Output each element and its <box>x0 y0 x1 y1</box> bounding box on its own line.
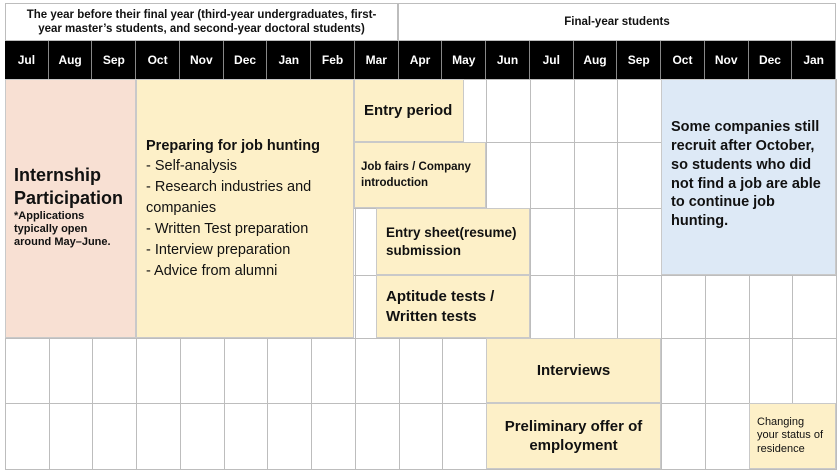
grid-cell <box>5 403 50 470</box>
grid-cell <box>574 275 619 339</box>
preparing-item: - Research industries and companies <box>146 178 312 216</box>
grid-cell <box>792 338 837 404</box>
entry-period-label: Entry period <box>364 101 453 119</box>
entry-sheet-label: Entry sheet(resume) submission <box>386 224 517 258</box>
preparing-block <box>136 79 354 338</box>
job-fairs-label: Job fairs / Company introduction <box>361 160 471 189</box>
grid-cell <box>749 338 794 404</box>
grid-cell <box>49 338 94 404</box>
grid-cell <box>749 275 794 339</box>
internship-title: Internship Participation <box>14 165 124 208</box>
grid-cell <box>574 142 619 209</box>
preparing-item: - Advice from alumni <box>146 262 278 279</box>
month-header: Oct <box>661 41 705 79</box>
month-header: Aug <box>49 41 93 79</box>
grid-cell <box>311 403 356 470</box>
month-header: May <box>442 41 486 79</box>
preparing-item: - Written Test preparation <box>146 220 309 237</box>
grid-cell <box>486 79 531 143</box>
later-recruitment-block <box>661 79 836 275</box>
offer-block <box>486 403 661 469</box>
interviews-block <box>486 338 661 403</box>
grid-cell <box>574 79 619 143</box>
later-recruitment-label: Some companies still recruit after October, so students who did not find a job are able to continue job hunting. <box>671 119 821 230</box>
month-header: Aug <box>574 41 618 79</box>
month-header: Jul <box>530 41 574 79</box>
grid-cell <box>5 338 50 404</box>
grid-cell <box>92 403 137 470</box>
preparing-item: - Interview preparation <box>146 241 291 258</box>
grid-cell <box>311 338 356 404</box>
grid-cell <box>661 275 706 339</box>
offer-label: Preliminary offer of employment <box>504 417 643 454</box>
grid-cell <box>442 403 487 470</box>
grid-cell <box>180 338 225 404</box>
internship-note: *Applications typically open around May–June. <box>14 210 111 249</box>
grid-cell <box>530 275 575 339</box>
preparing-title: Preparing for job hunting <box>146 138 320 154</box>
grid-cell <box>399 338 444 404</box>
grid-cell <box>661 338 706 404</box>
grid-cell <box>705 338 750 404</box>
header-final-year: Final-year students <box>398 3 836 41</box>
grid-cell <box>442 338 487 404</box>
month-header: Apr <box>399 41 443 79</box>
month-header: Dec <box>749 41 793 79</box>
grid-cell <box>49 403 94 470</box>
grid-cell <box>705 403 750 470</box>
grid-cell <box>792 275 837 339</box>
grid-cell <box>355 403 400 470</box>
grid-cell <box>530 142 575 209</box>
grid-cell <box>574 208 619 276</box>
month-header: Sep <box>617 41 661 79</box>
month-header: Dec <box>224 41 268 79</box>
grid-cell <box>617 275 662 339</box>
grid-cell <box>705 275 750 339</box>
grid-cell <box>399 403 444 470</box>
grid-cell <box>355 338 400 404</box>
job-fairs-block <box>354 142 486 208</box>
month-header: Sep <box>92 41 136 79</box>
month-header: Jan <box>267 41 311 79</box>
grid-cell <box>267 338 312 404</box>
aptitude-block <box>376 275 530 338</box>
month-header: Jun <box>486 41 530 79</box>
month-header: Nov <box>705 41 749 79</box>
month-header: Jan <box>792 41 836 79</box>
grid-cell <box>486 142 531 209</box>
aptitude-label: Aptitude tests / Written tests <box>386 288 495 325</box>
month-header: Nov <box>180 41 224 79</box>
internship-block <box>5 79 136 338</box>
grid-cell <box>617 142 662 209</box>
grid-cell <box>92 338 137 404</box>
grid-cell <box>136 403 181 470</box>
preparing-item: - Self-analysis <box>146 157 238 174</box>
grid-cell <box>224 403 269 470</box>
grid-cell <box>617 79 662 143</box>
grid-cell <box>530 79 575 143</box>
entry-period-block <box>354 79 464 142</box>
grid-cell <box>530 208 575 276</box>
month-header: Jul <box>5 41 49 79</box>
status-label: Changing your status of residence <box>757 416 824 455</box>
grid-cell <box>136 338 181 404</box>
month-header: Feb <box>311 41 355 79</box>
status-block <box>749 403 836 469</box>
entry-sheet-block <box>376 208 530 275</box>
grid-cell <box>224 338 269 404</box>
grid-cell <box>661 403 706 470</box>
grid-cell <box>180 403 225 470</box>
interviews-label: Interviews <box>536 361 611 379</box>
month-header: Mar <box>355 41 399 79</box>
grid-cell <box>617 208 662 276</box>
month-header: Oct <box>136 41 180 79</box>
header-year-before: The year before their final year (third-year undergraduates, first-year master’s students, and second-year doctoral students) <box>5 3 398 41</box>
grid-cell <box>267 403 312 470</box>
